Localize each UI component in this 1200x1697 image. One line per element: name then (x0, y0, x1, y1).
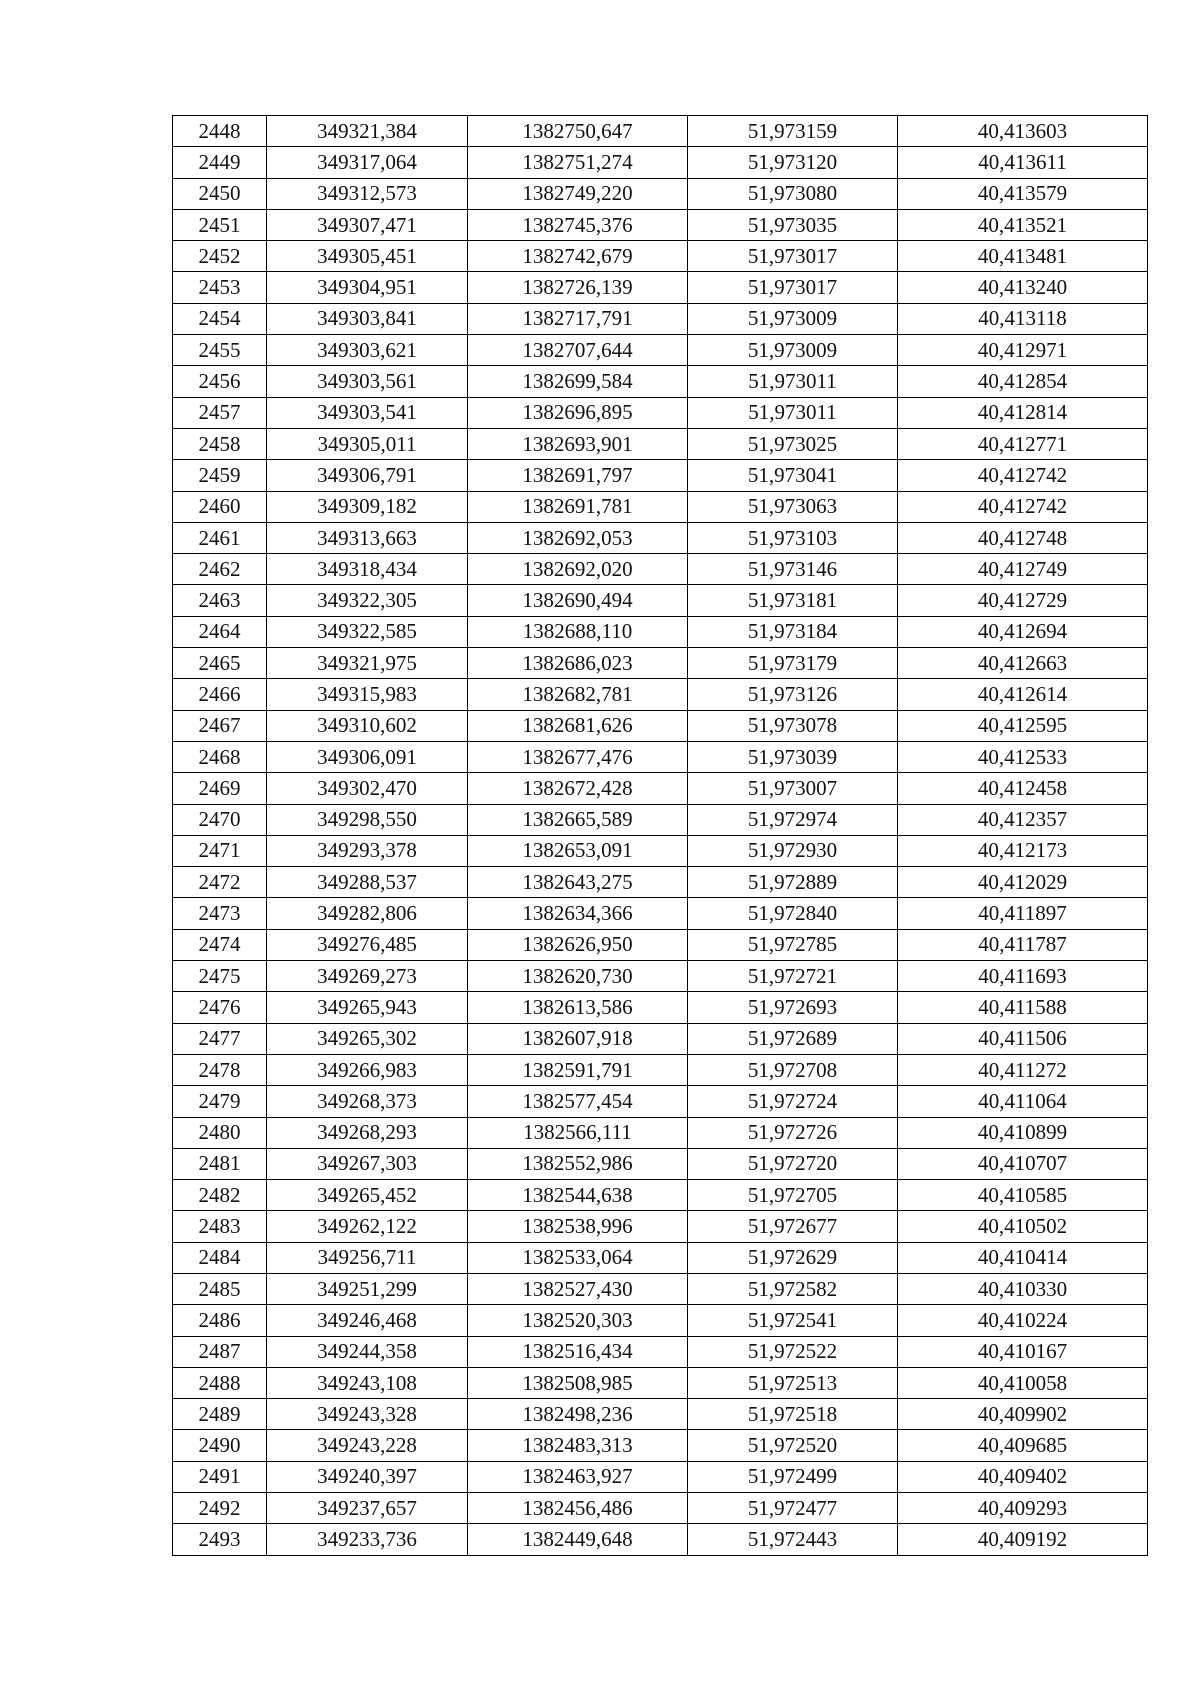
y-coordinate-cell: 1382688,110 (468, 616, 688, 647)
point-number-cell: 2478 (173, 1054, 267, 1085)
latitude-cell: 51,972499 (688, 1461, 898, 1492)
point-number-cell: 2467 (173, 710, 267, 741)
latitude-cell: 51,972518 (688, 1399, 898, 1430)
table-row (173, 585, 1148, 616)
longitude-cell: 40,412971 (898, 335, 1148, 366)
longitude-cell: 40,410707 (898, 1148, 1148, 1179)
longitude-cell: 40,412614 (898, 679, 1148, 710)
longitude-cell: 40,411897 (898, 898, 1148, 929)
longitude-cell: 40,409293 (898, 1493, 1148, 1524)
x-coordinate-cell: 349265,943 (267, 992, 468, 1023)
y-coordinate-cell: 1382745,376 (468, 209, 688, 240)
latitude-cell: 51,973103 (688, 522, 898, 553)
x-coordinate-cell: 349305,011 (267, 428, 468, 459)
point-number-cell: 2458 (173, 428, 267, 459)
table-row (173, 1524, 1148, 1555)
y-coordinate-cell: 1382681,626 (468, 710, 688, 741)
y-coordinate-cell: 1382516,434 (468, 1336, 688, 1367)
table-row (173, 1211, 1148, 1242)
latitude-cell: 51,972629 (688, 1242, 898, 1273)
point-number-cell: 2487 (173, 1336, 267, 1367)
latitude-cell: 51,972520 (688, 1430, 898, 1461)
point-number-cell: 2493 (173, 1524, 267, 1555)
longitude-cell: 40,412173 (898, 835, 1148, 866)
point-number-cell: 2457 (173, 397, 267, 428)
y-coordinate-cell: 1382449,648 (468, 1524, 688, 1555)
x-coordinate-cell: 349321,384 (267, 116, 468, 147)
y-coordinate-cell: 1382726,139 (468, 272, 688, 303)
longitude-cell: 40,412357 (898, 804, 1148, 835)
point-number-cell: 2464 (173, 616, 267, 647)
latitude-cell: 51,972889 (688, 867, 898, 898)
x-coordinate-cell: 349268,373 (267, 1086, 468, 1117)
longitude-cell: 40,411588 (898, 992, 1148, 1023)
y-coordinate-cell: 1382665,589 (468, 804, 688, 835)
point-number-cell: 2459 (173, 460, 267, 491)
latitude-cell: 51,973181 (688, 585, 898, 616)
longitude-cell: 40,413481 (898, 241, 1148, 272)
longitude-cell: 40,411506 (898, 1023, 1148, 1054)
point-number-cell: 2465 (173, 648, 267, 679)
latitude-cell: 51,972541 (688, 1305, 898, 1336)
point-number-cell: 2449 (173, 147, 267, 178)
y-coordinate-cell: 1382686,023 (468, 648, 688, 679)
longitude-cell: 40,412029 (898, 867, 1148, 898)
longitude-cell: 40,412771 (898, 428, 1148, 459)
table-row (173, 522, 1148, 553)
y-coordinate-cell: 1382717,791 (468, 303, 688, 334)
y-coordinate-cell: 1382508,985 (468, 1367, 688, 1398)
longitude-cell: 40,413240 (898, 272, 1148, 303)
table-row (173, 1336, 1148, 1367)
latitude-cell: 51,973017 (688, 241, 898, 272)
table-row (173, 898, 1148, 929)
table-row (173, 335, 1148, 366)
point-number-cell: 2491 (173, 1461, 267, 1492)
latitude-cell: 51,972477 (688, 1493, 898, 1524)
latitude-cell: 51,972708 (688, 1054, 898, 1085)
latitude-cell: 51,973184 (688, 616, 898, 647)
latitude-cell: 51,972693 (688, 992, 898, 1023)
point-number-cell: 2482 (173, 1180, 267, 1211)
point-number-cell: 2485 (173, 1273, 267, 1304)
y-coordinate-cell: 1382620,730 (468, 961, 688, 992)
table-row (173, 1054, 1148, 1085)
latitude-cell: 51,972720 (688, 1148, 898, 1179)
longitude-cell: 40,409902 (898, 1399, 1148, 1430)
table-row (173, 1180, 1148, 1211)
y-coordinate-cell: 1382643,275 (468, 867, 688, 898)
longitude-cell: 40,412749 (898, 554, 1148, 585)
latitude-cell: 51,973025 (688, 428, 898, 459)
coordinates-table (172, 115, 1148, 1556)
x-coordinate-cell: 349276,485 (267, 929, 468, 960)
latitude-cell: 51,973063 (688, 491, 898, 522)
point-number-cell: 2492 (173, 1493, 267, 1524)
x-coordinate-cell: 349269,273 (267, 961, 468, 992)
point-number-cell: 2453 (173, 272, 267, 303)
y-coordinate-cell: 1382692,020 (468, 554, 688, 585)
latitude-cell: 51,972724 (688, 1086, 898, 1117)
y-coordinate-cell: 1382566,111 (468, 1117, 688, 1148)
point-number-cell: 2454 (173, 303, 267, 334)
longitude-cell: 40,410585 (898, 1180, 1148, 1211)
x-coordinate-cell: 349243,328 (267, 1399, 468, 1430)
table-row (173, 1242, 1148, 1273)
point-number-cell: 2480 (173, 1117, 267, 1148)
x-coordinate-cell: 349244,358 (267, 1336, 468, 1367)
x-coordinate-cell: 349265,452 (267, 1180, 468, 1211)
x-coordinate-cell: 349240,397 (267, 1461, 468, 1492)
latitude-cell: 51,972726 (688, 1117, 898, 1148)
x-coordinate-cell: 349288,537 (267, 867, 468, 898)
point-number-cell: 2479 (173, 1086, 267, 1117)
longitude-cell: 40,409685 (898, 1430, 1148, 1461)
y-coordinate-cell: 1382483,313 (468, 1430, 688, 1461)
y-coordinate-cell: 1382749,220 (468, 178, 688, 209)
longitude-cell: 40,410224 (898, 1305, 1148, 1336)
longitude-cell: 40,411272 (898, 1054, 1148, 1085)
x-coordinate-cell: 349303,621 (267, 335, 468, 366)
table-row (173, 303, 1148, 334)
y-coordinate-cell: 1382634,366 (468, 898, 688, 929)
point-number-cell: 2476 (173, 992, 267, 1023)
y-coordinate-cell: 1382692,053 (468, 522, 688, 553)
point-number-cell: 2475 (173, 961, 267, 992)
y-coordinate-cell: 1382699,584 (468, 366, 688, 397)
longitude-cell: 40,412694 (898, 616, 1148, 647)
table-row (173, 116, 1148, 147)
longitude-cell: 40,412742 (898, 491, 1148, 522)
x-coordinate-cell: 349246,468 (267, 1305, 468, 1336)
latitude-cell: 51,972974 (688, 804, 898, 835)
longitude-cell: 40,409192 (898, 1524, 1148, 1555)
x-coordinate-cell: 349282,806 (267, 898, 468, 929)
point-number-cell: 2486 (173, 1305, 267, 1336)
x-coordinate-cell: 349303,541 (267, 397, 468, 428)
x-coordinate-cell: 349322,585 (267, 616, 468, 647)
longitude-cell: 40,411693 (898, 961, 1148, 992)
longitude-cell: 40,413611 (898, 147, 1148, 178)
x-coordinate-cell: 349317,064 (267, 147, 468, 178)
table-row (173, 835, 1148, 866)
y-coordinate-cell: 1382750,647 (468, 116, 688, 147)
longitude-cell: 40,412458 (898, 773, 1148, 804)
x-coordinate-cell: 349293,378 (267, 835, 468, 866)
table-row (173, 961, 1148, 992)
longitude-cell: 40,410058 (898, 1367, 1148, 1398)
table-row (173, 554, 1148, 585)
y-coordinate-cell: 1382613,586 (468, 992, 688, 1023)
point-number-cell: 2466 (173, 679, 267, 710)
table-row (173, 1430, 1148, 1461)
longitude-cell: 40,412533 (898, 741, 1148, 772)
x-coordinate-cell: 349267,303 (267, 1148, 468, 1179)
latitude-cell: 51,973007 (688, 773, 898, 804)
table-row (173, 867, 1148, 898)
longitude-cell: 40,412729 (898, 585, 1148, 616)
point-number-cell: 2463 (173, 585, 267, 616)
y-coordinate-cell: 1382682,781 (468, 679, 688, 710)
y-coordinate-cell: 1382696,895 (468, 397, 688, 428)
x-coordinate-cell: 349262,122 (267, 1211, 468, 1242)
latitude-cell: 51,973078 (688, 710, 898, 741)
table-row (173, 741, 1148, 772)
table-row (173, 366, 1148, 397)
latitude-cell: 51,973041 (688, 460, 898, 491)
x-coordinate-cell: 349243,108 (267, 1367, 468, 1398)
longitude-cell: 40,413579 (898, 178, 1148, 209)
latitude-cell: 51,973017 (688, 272, 898, 303)
x-coordinate-cell: 349305,451 (267, 241, 468, 272)
longitude-cell: 40,410167 (898, 1336, 1148, 1367)
point-number-cell: 2451 (173, 209, 267, 240)
point-number-cell: 2469 (173, 773, 267, 804)
latitude-cell: 51,973120 (688, 147, 898, 178)
longitude-cell: 40,410899 (898, 1117, 1148, 1148)
x-coordinate-cell: 349306,091 (267, 741, 468, 772)
table-row (173, 1273, 1148, 1304)
table-row (173, 1023, 1148, 1054)
latitude-cell: 51,973126 (688, 679, 898, 710)
x-coordinate-cell: 349243,228 (267, 1430, 468, 1461)
table-row (173, 1461, 1148, 1492)
point-number-cell: 2470 (173, 804, 267, 835)
y-coordinate-cell: 1382463,927 (468, 1461, 688, 1492)
y-coordinate-cell: 1382691,781 (468, 491, 688, 522)
y-coordinate-cell: 1382520,303 (468, 1305, 688, 1336)
y-coordinate-cell: 1382707,644 (468, 335, 688, 366)
x-coordinate-cell: 349268,293 (267, 1117, 468, 1148)
y-coordinate-cell: 1382552,986 (468, 1148, 688, 1179)
point-number-cell: 2474 (173, 929, 267, 960)
y-coordinate-cell: 1382691,797 (468, 460, 688, 491)
latitude-cell: 51,972840 (688, 898, 898, 929)
latitude-cell: 51,972705 (688, 1180, 898, 1211)
x-coordinate-cell: 349303,841 (267, 303, 468, 334)
table-row (173, 1086, 1148, 1117)
latitude-cell: 51,972721 (688, 961, 898, 992)
longitude-cell: 40,410502 (898, 1211, 1148, 1242)
longitude-cell: 40,413118 (898, 303, 1148, 334)
latitude-cell: 51,972522 (688, 1336, 898, 1367)
point-number-cell: 2483 (173, 1211, 267, 1242)
latitude-cell: 51,973080 (688, 178, 898, 209)
x-coordinate-cell: 349321,975 (267, 648, 468, 679)
latitude-cell: 51,973179 (688, 648, 898, 679)
point-number-cell: 2472 (173, 867, 267, 898)
y-coordinate-cell: 1382544,638 (468, 1180, 688, 1211)
latitude-cell: 51,973146 (688, 554, 898, 585)
table-row (173, 1117, 1148, 1148)
longitude-cell: 40,410330 (898, 1273, 1148, 1304)
table-row (173, 1148, 1148, 1179)
point-number-cell: 2489 (173, 1399, 267, 1430)
point-number-cell: 2452 (173, 241, 267, 272)
longitude-cell: 40,411064 (898, 1086, 1148, 1117)
x-coordinate-cell: 349307,471 (267, 209, 468, 240)
x-coordinate-cell: 349266,983 (267, 1054, 468, 1085)
longitude-cell: 40,412814 (898, 397, 1148, 428)
point-number-cell: 2448 (173, 116, 267, 147)
y-coordinate-cell: 1382672,428 (468, 773, 688, 804)
y-coordinate-cell: 1382538,996 (468, 1211, 688, 1242)
x-coordinate-cell: 349309,182 (267, 491, 468, 522)
point-number-cell: 2473 (173, 898, 267, 929)
table-row (173, 679, 1148, 710)
point-number-cell: 2455 (173, 335, 267, 366)
table-row (173, 241, 1148, 272)
x-coordinate-cell: 349233,736 (267, 1524, 468, 1555)
latitude-cell: 51,973011 (688, 397, 898, 428)
x-coordinate-cell: 349298,550 (267, 804, 468, 835)
longitude-cell: 40,412663 (898, 648, 1148, 679)
x-coordinate-cell: 349310,602 (267, 710, 468, 741)
latitude-cell: 51,972785 (688, 929, 898, 960)
latitude-cell: 51,973011 (688, 366, 898, 397)
latitude-cell: 51,973039 (688, 741, 898, 772)
point-number-cell: 2460 (173, 491, 267, 522)
longitude-cell: 40,412742 (898, 460, 1148, 491)
longitude-cell: 40,412748 (898, 522, 1148, 553)
point-number-cell: 2481 (173, 1148, 267, 1179)
x-coordinate-cell: 349237,657 (267, 1493, 468, 1524)
latitude-cell: 51,972513 (688, 1367, 898, 1398)
latitude-cell: 51,972582 (688, 1273, 898, 1304)
table-row (173, 460, 1148, 491)
table-row (173, 147, 1148, 178)
x-coordinate-cell: 349256,711 (267, 1242, 468, 1273)
longitude-cell: 40,412595 (898, 710, 1148, 741)
table-row (173, 1399, 1148, 1430)
point-number-cell: 2450 (173, 178, 267, 209)
table-row (173, 428, 1148, 459)
point-number-cell: 2484 (173, 1242, 267, 1273)
x-coordinate-cell: 349306,791 (267, 460, 468, 491)
point-number-cell: 2477 (173, 1023, 267, 1054)
longitude-cell: 40,410414 (898, 1242, 1148, 1273)
table-row (173, 397, 1148, 428)
latitude-cell: 51,973159 (688, 116, 898, 147)
point-number-cell: 2462 (173, 554, 267, 585)
table-row (173, 648, 1148, 679)
longitude-cell: 40,411787 (898, 929, 1148, 960)
longitude-cell: 40,413603 (898, 116, 1148, 147)
table-row (173, 272, 1148, 303)
table-row (173, 710, 1148, 741)
latitude-cell: 51,972689 (688, 1023, 898, 1054)
latitude-cell: 51,973009 (688, 303, 898, 334)
table-row (173, 773, 1148, 804)
point-number-cell: 2456 (173, 366, 267, 397)
y-coordinate-cell: 1382677,476 (468, 741, 688, 772)
x-coordinate-cell: 349313,663 (267, 522, 468, 553)
y-coordinate-cell: 1382693,901 (468, 428, 688, 459)
x-coordinate-cell: 349302,470 (267, 773, 468, 804)
x-coordinate-cell: 349322,305 (267, 585, 468, 616)
table-row (173, 1493, 1148, 1524)
point-number-cell: 2468 (173, 741, 267, 772)
x-coordinate-cell: 349303,561 (267, 366, 468, 397)
table-row (173, 1367, 1148, 1398)
y-coordinate-cell: 1382653,091 (468, 835, 688, 866)
table-row (173, 491, 1148, 522)
y-coordinate-cell: 1382626,950 (468, 929, 688, 960)
x-coordinate-cell: 349304,951 (267, 272, 468, 303)
y-coordinate-cell: 1382607,918 (468, 1023, 688, 1054)
latitude-cell: 51,972677 (688, 1211, 898, 1242)
y-coordinate-cell: 1382456,486 (468, 1493, 688, 1524)
x-coordinate-cell: 349318,434 (267, 554, 468, 585)
point-number-cell: 2488 (173, 1367, 267, 1398)
x-coordinate-cell: 349312,573 (267, 178, 468, 209)
y-coordinate-cell: 1382498,236 (468, 1399, 688, 1430)
table-row (173, 1305, 1148, 1336)
y-coordinate-cell: 1382742,679 (468, 241, 688, 272)
longitude-cell: 40,413521 (898, 209, 1148, 240)
y-coordinate-cell: 1382577,454 (468, 1086, 688, 1117)
table-row (173, 992, 1148, 1023)
x-coordinate-cell: 349315,983 (267, 679, 468, 710)
point-number-cell: 2471 (173, 835, 267, 866)
y-coordinate-cell: 1382690,494 (468, 585, 688, 616)
longitude-cell: 40,409402 (898, 1461, 1148, 1492)
latitude-cell: 51,972443 (688, 1524, 898, 1555)
table-row (173, 804, 1148, 835)
table-row (173, 178, 1148, 209)
longitude-cell: 40,412854 (898, 366, 1148, 397)
y-coordinate-cell: 1382527,430 (468, 1273, 688, 1304)
y-coordinate-cell: 1382533,064 (468, 1242, 688, 1273)
table-row (173, 209, 1148, 240)
latitude-cell: 51,973009 (688, 335, 898, 366)
point-number-cell: 2490 (173, 1430, 267, 1461)
latitude-cell: 51,973035 (688, 209, 898, 240)
x-coordinate-cell: 349265,302 (267, 1023, 468, 1054)
latitude-cell: 51,972930 (688, 835, 898, 866)
table-row (173, 616, 1148, 647)
coordinates-table-body (173, 116, 1148, 1556)
table-row (173, 929, 1148, 960)
y-coordinate-cell: 1382591,791 (468, 1054, 688, 1085)
x-coordinate-cell: 349251,299 (267, 1273, 468, 1304)
y-coordinate-cell: 1382751,274 (468, 147, 688, 178)
point-number-cell: 2461 (173, 522, 267, 553)
